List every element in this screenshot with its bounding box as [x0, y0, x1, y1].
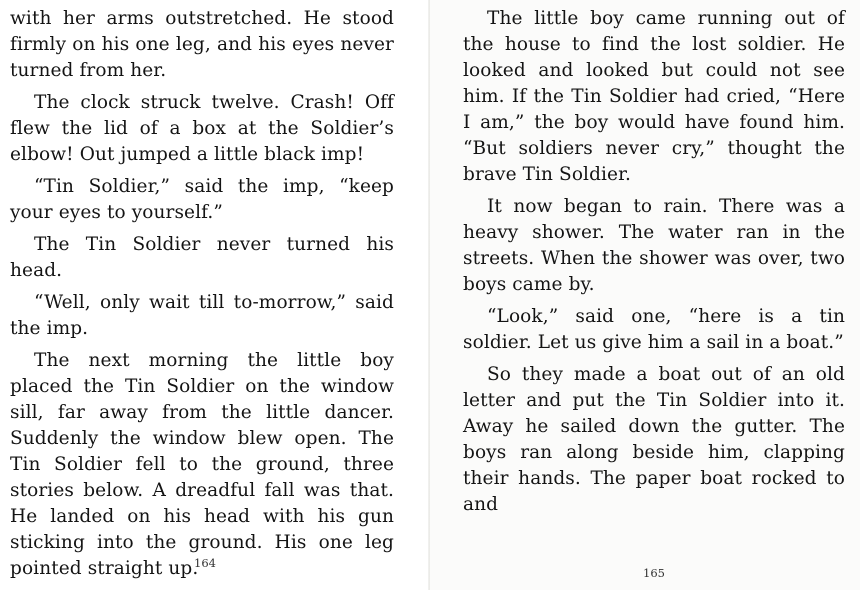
page-number: 165 [643, 566, 665, 580]
paragraph: “Well, only wait till to-morrow,” said the imp. [10, 292, 394, 339]
paragraph: “Look,” said one, “here is a tin soldier. Let us give him a sail in a boat.” [463, 306, 845, 353]
paragraph: The little boy came running out of the house to find the lost soldier. He looked and looked but could not see him. If the Tin Soldier had cried, “Here I am,” the boy would have found him. “But soldiers never cry,” thought the brave Tin Soldier. [463, 8, 845, 185]
paragraph: The Tin Soldier never turned his head. [10, 234, 394, 281]
paragraph: So they made a boat out of an old letter and put the Tin Soldier into it. Away he sailed down the gutter. The boys ran along beside him, clapping their hands. The paper boat rocked to and [463, 364, 845, 515]
page-number: 164 [194, 556, 216, 570]
right-page-text [463, 6, 845, 524]
paragraph: The clock struck twelve. Crash! Off flew the lid of a box at the Soldier’s elbow! Out jumped a little black imp! [10, 92, 394, 165]
paragraph: with her arms outstretched. He stood firmly on his one leg, and his eyes never turned from her. [10, 8, 394, 81]
paragraph: It now began to rain. There was a heavy shower. The water ran in the streets. When the shower was over, two boys came by. [463, 196, 845, 295]
right-page [430, 0, 860, 590]
paragraph: The next morning the little boy placed the Tin Soldier on the window sill, far away from the little dancer. Suddenly the window blew open. The Tin Soldier fell to the ground, three stories below. A dreadful fall was that. He landed on his head with his gun sticking into the ground. His one leg pointed straight up. [10, 350, 394, 579]
paragraph: “Tin Soldier,” said the imp, “keep your eyes to yourself.” [10, 176, 394, 223]
left-page-text [10, 6, 394, 588]
